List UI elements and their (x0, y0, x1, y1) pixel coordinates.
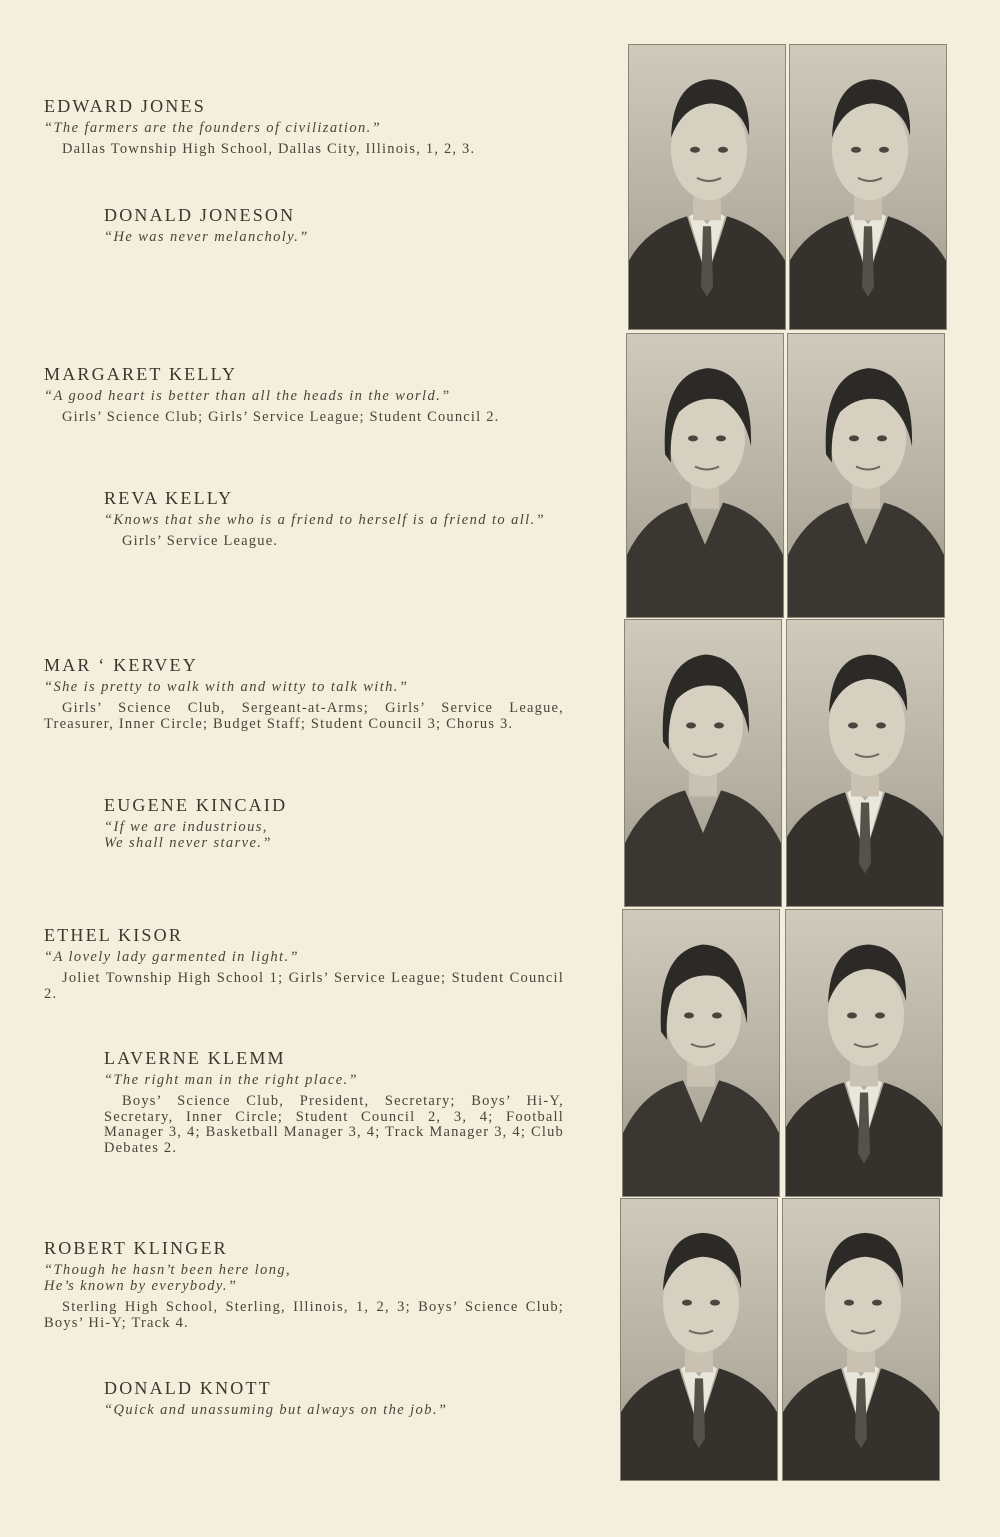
entry-laverne-klemm (104, 1047, 564, 1156)
student-quote: “The farmers are the founders of civilization.” (44, 120, 382, 136)
entry-reva-kelly (104, 487, 564, 550)
student-portrait (789, 44, 947, 330)
student-quote: “A lovely lady garmented in light.” (44, 949, 299, 965)
student-portrait (624, 619, 782, 907)
entry-donald-knott (104, 1377, 564, 1418)
student-portrait (626, 333, 784, 618)
entry-ethel-kisor (44, 924, 564, 1002)
student-name: ETHEL KISOR (44, 925, 184, 945)
student-quote: “Quick and unassuming but always on the job.” (104, 1402, 448, 1418)
student-name: ROBERT KLINGER (44, 1238, 228, 1258)
student-quote: “He was never melancholy.” (104, 229, 309, 245)
student-quote: “The right man in the right place.” (104, 1072, 359, 1088)
student-portrait (622, 909, 780, 1197)
entry-edward-jones (44, 95, 564, 158)
student-quote: “A good heart is better than all the heads in the world.” (44, 388, 451, 404)
student-activities: Girls’ Science Club, Sergeant-at-Arms; Girls’ Service League, Treasurer, Inner Circle; Budget Staff; Student Council 3; Chorus 3. (44, 700, 564, 732)
student-name: EUGENE KINCAID (104, 795, 288, 815)
student-activities: Dallas Township High School, Dallas City, Illinois, 1, 2, 3. (62, 141, 476, 157)
student-portrait (785, 909, 943, 1197)
student-portrait (787, 333, 945, 618)
student-name: EDWARD JONES (44, 96, 206, 116)
entry-margaret-kelly (44, 363, 564, 426)
student-activities: Boys’ Science Club, President, Secretary; Boys’ Hi-Y, Secretary, Inner Circle; Student Council 2, 3, 4; Football Manager 3, 4; Basketball Manager 3, 4; Track Manager 3, 4; Club Debates 2. (104, 1093, 564, 1156)
entry-kervey (44, 654, 564, 732)
student-portrait (782, 1198, 940, 1481)
entry-eugene-kincaid (104, 794, 564, 851)
student-activities: Joliet Township High School 1; Girls’ Service League; Student Council 2. (44, 970, 564, 1002)
student-name: DONALD KNOTT (104, 1378, 272, 1398)
entry-donald-joneson (104, 204, 564, 245)
student-activities: Girls’ Science Club; Girls’ Service League; Student Council 2. (62, 409, 500, 425)
student-quote: “Knows that she who is a friend to herself is a friend to all.” (104, 512, 546, 528)
student-name: MARGARET KELLY (44, 364, 238, 384)
student-quote: “If we are industrious, We shall never starve.” (104, 819, 272, 851)
entry-robert-klinger (44, 1237, 564, 1331)
student-portrait (786, 619, 944, 907)
student-name: REVA KELLY (104, 488, 234, 508)
student-quote: “Though he hasn’t been here long, He’s known by everybody.” (44, 1262, 292, 1294)
student-name: LAVERNE KLEMM (104, 1048, 286, 1068)
student-name: MAR ‘ KERVEY (44, 655, 198, 675)
student-activities: Girls’ Service League. (122, 533, 279, 549)
student-activities: Sterling High School, Sterling, Illinois, 1, 2, 3; Boys’ Science Club; Boys’ Hi-Y; Track 4. (44, 1299, 564, 1331)
student-quote: “She is pretty to walk with and witty to talk with.” (44, 679, 409, 695)
student-portrait (628, 44, 786, 330)
student-name: DONALD JONESON (104, 205, 296, 225)
student-portrait (620, 1198, 778, 1481)
